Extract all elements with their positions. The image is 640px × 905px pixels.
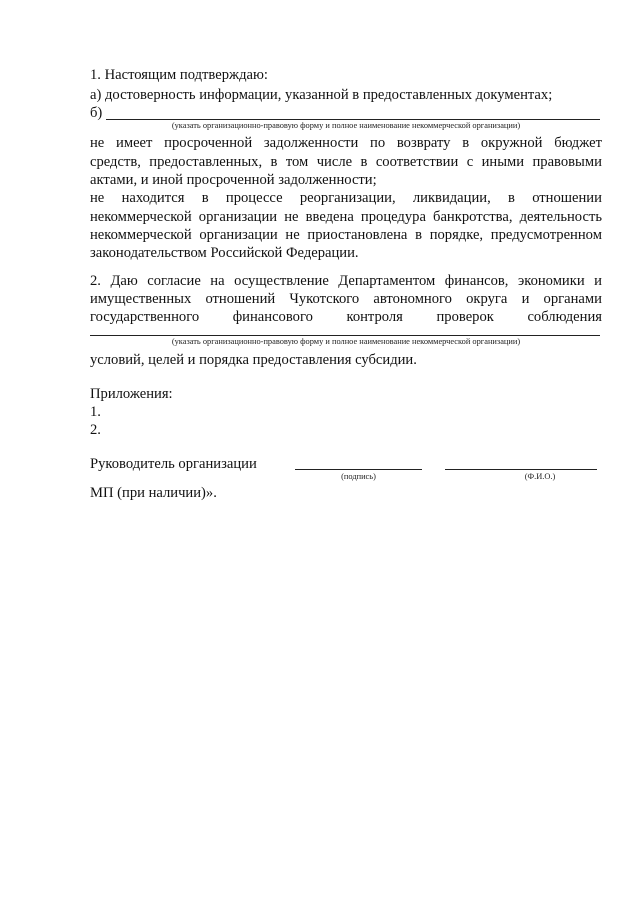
- word: предусмотренном: [490, 227, 602, 243]
- word: экономики: [517, 273, 585, 289]
- word: с: [466, 154, 474, 170]
- word: в: [270, 154, 278, 170]
- word: Чукотского: [289, 291, 360, 307]
- word: на: [210, 273, 225, 289]
- full-name-caption: (Ф.И.О.): [524, 472, 556, 481]
- attachment-item-1: 1.: [90, 404, 101, 420]
- word: осуществление: [234, 273, 329, 289]
- para2-line1: [90, 189, 602, 207]
- para1-line3: актами, и иной просроченной задолженности;: [90, 172, 377, 188]
- signature-label: Руководитель организации: [90, 456, 257, 472]
- section2-line4: условий, целей и порядка предоставления субсидии.: [90, 352, 417, 368]
- word: финансов,: [444, 273, 509, 289]
- word: проверок: [436, 309, 494, 325]
- word: соблюдения: [527, 309, 602, 325]
- word: некоммерческой: [90, 209, 192, 225]
- word: возврату: [396, 135, 451, 151]
- word: 2.: [90, 273, 101, 289]
- word: контроля: [346, 309, 403, 325]
- word: в: [462, 135, 470, 151]
- section2-line2: [90, 290, 602, 308]
- attachments-heading: Приложения:: [90, 386, 173, 402]
- word: задолженности: [263, 135, 359, 151]
- para2-line2: [90, 208, 602, 226]
- word: округа: [466, 291, 508, 307]
- word: находится: [121, 190, 185, 206]
- word: процессе: [225, 190, 283, 206]
- word: организации: [199, 227, 278, 243]
- section2-line3: [90, 308, 602, 326]
- signature-caption: (подпись): [341, 472, 376, 481]
- word: правовыми: [532, 154, 602, 170]
- word: автономного: [373, 291, 452, 307]
- word: по: [370, 135, 386, 151]
- stamp-note: МП (при наличии)».: [90, 485, 217, 501]
- word: имеет: [116, 135, 153, 151]
- word: просроченной: [164, 135, 253, 151]
- word: не: [90, 190, 105, 206]
- section1-item-b-prefix: б): [90, 105, 103, 121]
- word: в: [415, 227, 422, 243]
- word: реорганизации,: [299, 190, 396, 206]
- word: имущественных: [90, 291, 192, 307]
- word: в: [360, 154, 368, 170]
- word: и: [521, 291, 530, 307]
- word: финансового: [232, 309, 313, 325]
- word: ликвидации,: [412, 190, 491, 206]
- word: соответствии: [375, 154, 459, 170]
- word: деятельность: [519, 209, 602, 225]
- para2-line4: законодательством Российской Федерации.: [90, 245, 359, 261]
- para1-line1: [90, 134, 602, 152]
- word: банкротства,: [433, 209, 513, 225]
- para2-line3: [90, 226, 602, 244]
- word: не: [90, 135, 105, 151]
- org-name-caption-2: (указать организационно-правовую форму и полное наименование некоммерческой организации): [171, 337, 521, 346]
- word: процедура: [360, 209, 426, 225]
- word: том: [285, 154, 309, 170]
- word: согласие: [147, 273, 201, 289]
- word: не: [285, 227, 300, 243]
- org-name-caption-1: (указать организационно-правовую форму и полное наименование некоммерческой организации): [171, 121, 521, 130]
- word: и: [594, 273, 602, 289]
- word: Департаментом: [338, 273, 436, 289]
- signature-fill-line: [295, 469, 422, 470]
- section2-line1: [90, 272, 602, 290]
- org-name-fill-line-2: [90, 335, 600, 336]
- org-name-fill-line-1: [106, 119, 600, 120]
- word: не: [284, 209, 299, 225]
- word: приостановлена: [307, 227, 408, 243]
- word: порядке,: [429, 227, 484, 243]
- word: отношений: [205, 291, 276, 307]
- word: в: [201, 190, 209, 206]
- word: Даю: [110, 273, 138, 289]
- word: отношении: [532, 190, 602, 206]
- word: предоставленных,: [149, 154, 263, 170]
- word: окружной: [480, 135, 543, 151]
- word: бюджет: [554, 135, 602, 151]
- word: некоммерческой: [90, 227, 192, 243]
- section1-item-a: а) достоверность информации, указанной в предоставленных документах;: [90, 87, 553, 103]
- word: введена: [305, 209, 354, 225]
- word: иными: [481, 154, 525, 170]
- word: органами: [543, 291, 602, 307]
- word: числе: [316, 154, 353, 170]
- para1-line2: [90, 153, 602, 171]
- full-name-fill-line: [445, 469, 597, 470]
- word: в: [508, 190, 515, 206]
- word: организации: [198, 209, 278, 225]
- section1-heading: 1. Настоящим подтверждаю:: [90, 67, 268, 83]
- attachment-item-2: 2.: [90, 422, 101, 438]
- word: государственного: [90, 309, 200, 325]
- word: средств,: [90, 154, 141, 170]
